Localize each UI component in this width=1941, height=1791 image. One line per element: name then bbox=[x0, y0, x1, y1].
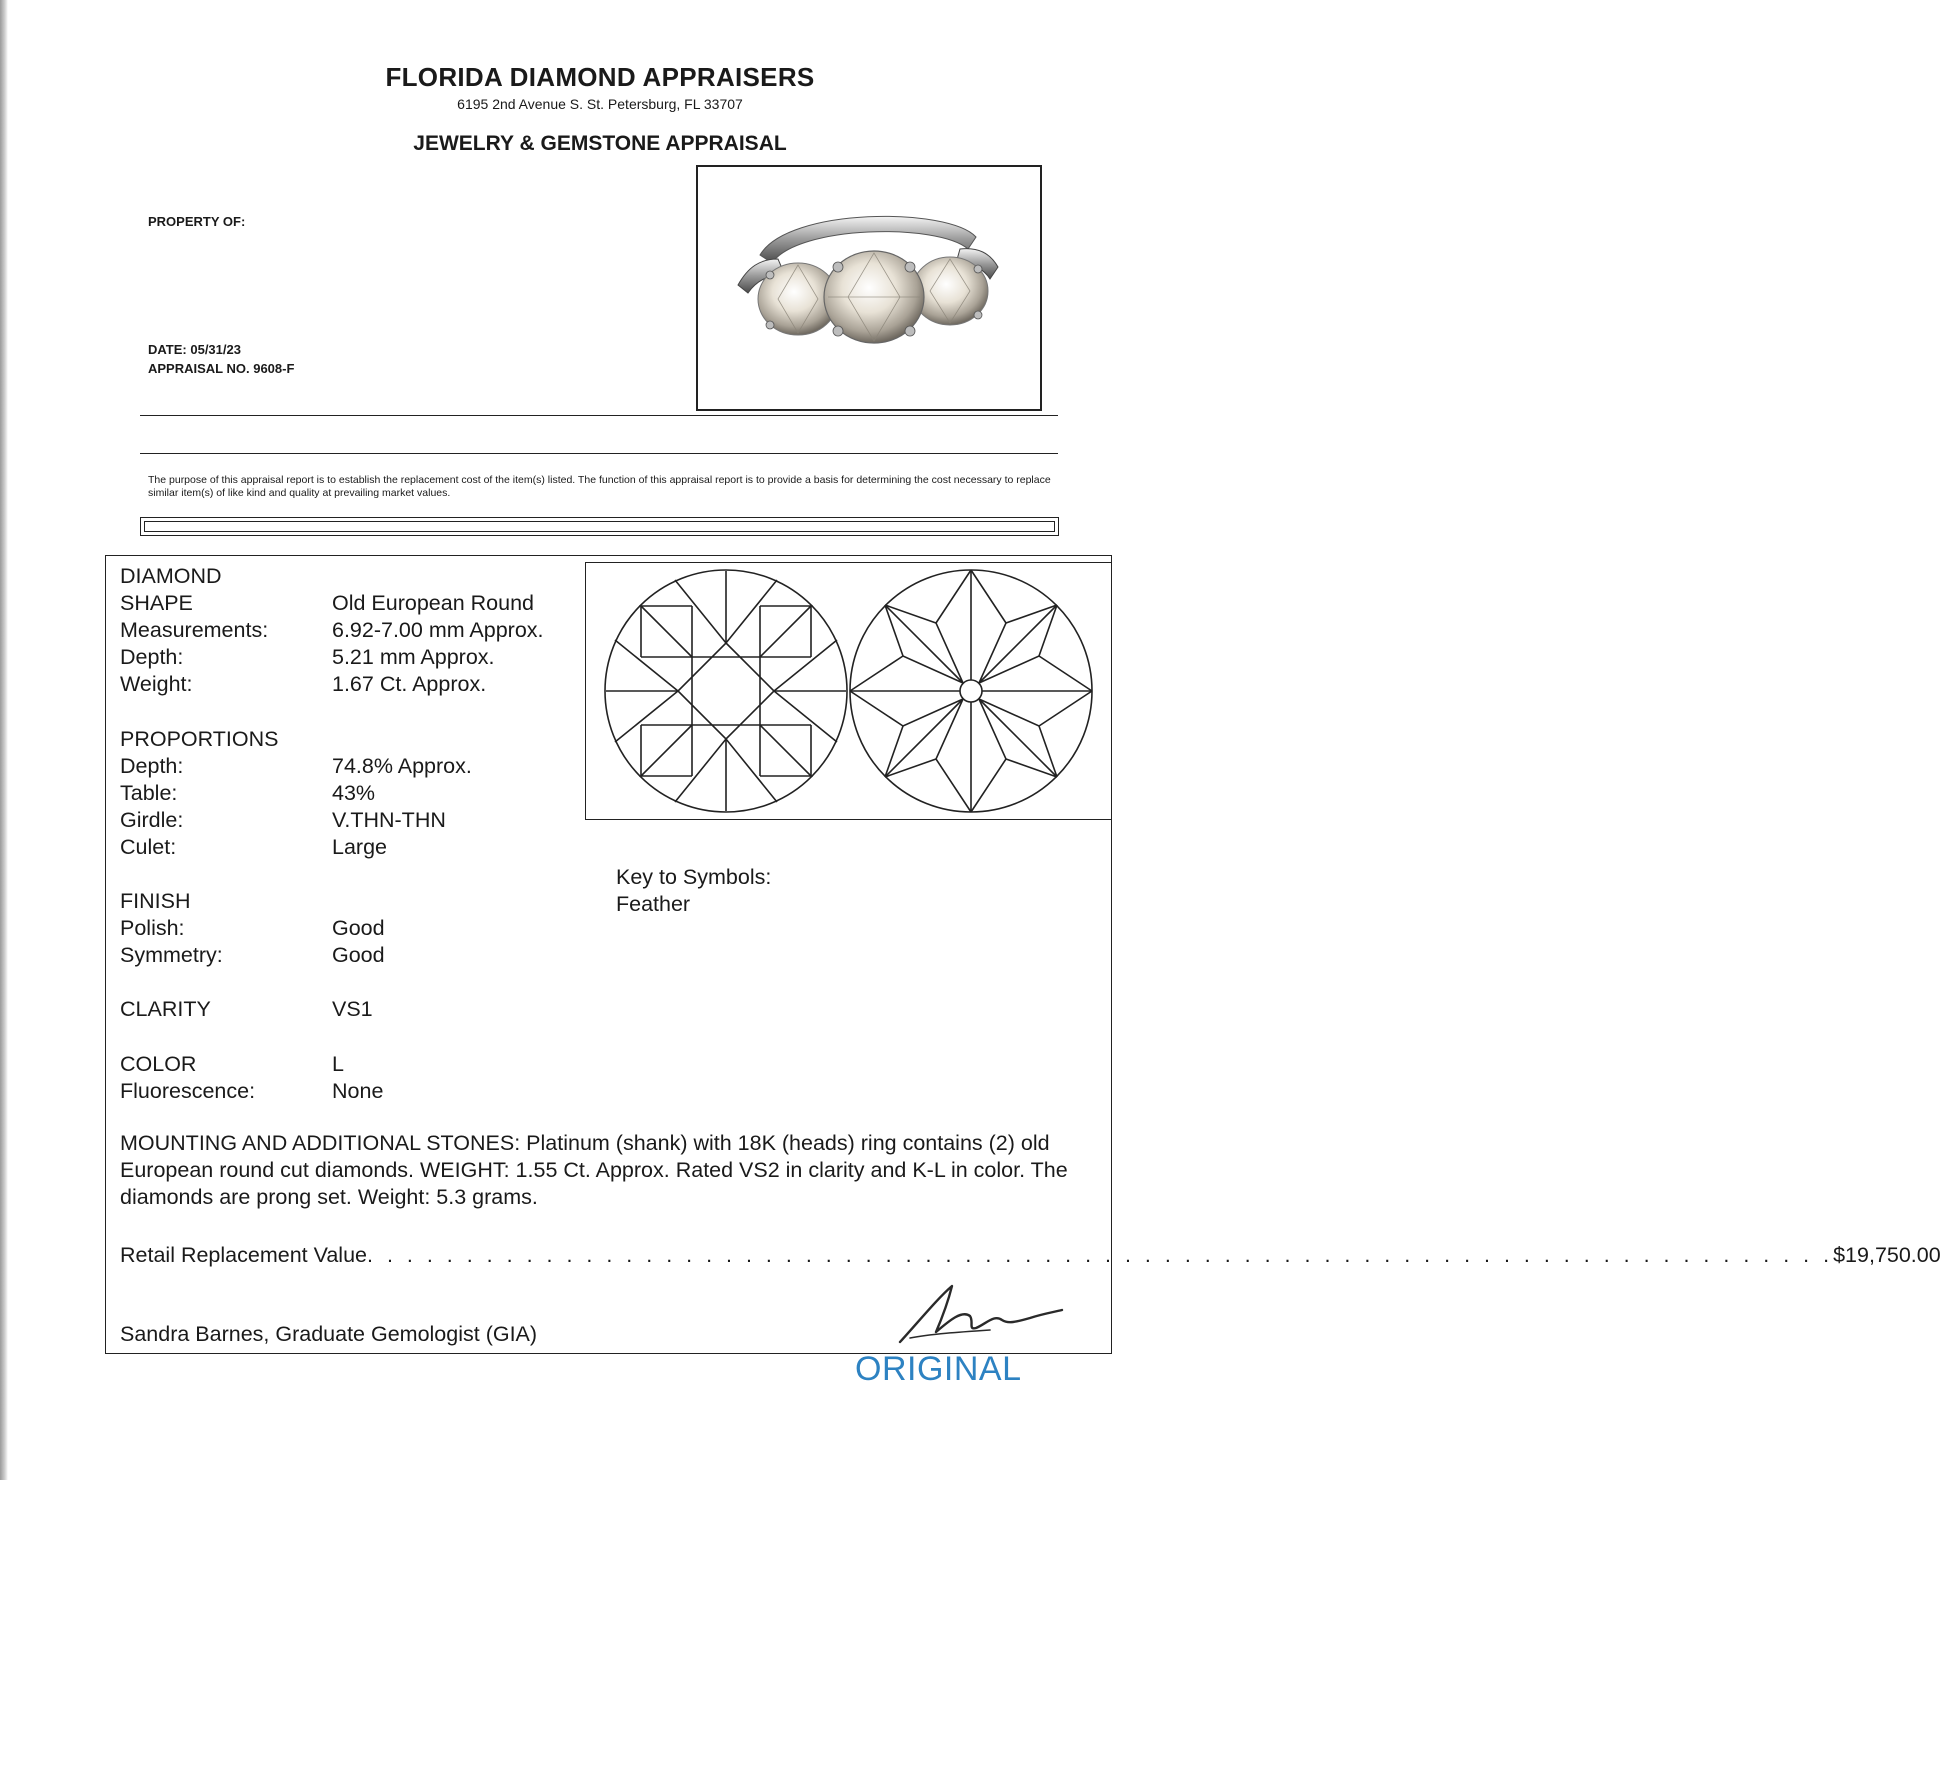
depth-mm-label: Depth: bbox=[120, 645, 184, 669]
rule-line bbox=[140, 415, 1058, 416]
diamond-crown-pavilion-diagram-icon bbox=[586, 563, 1111, 819]
clarity-label: CLARITY bbox=[120, 997, 211, 1021]
depth-pct-label: Depth: bbox=[120, 754, 184, 778]
mounting-description: MOUNTING AND ADDITIONAL STONES: Platinum (shank) with 18K (heads) ring contains (2) old European round cut diamonds. WEIGHT: 1.55 Ct. Approx. Rated VS2 in clarity and K-L in color. The diamonds are prong set. Weight: 5.3 grams. bbox=[120, 1131, 1068, 1209]
symmetry-label: Symmetry: bbox=[120, 943, 223, 967]
diamond-heading: DIAMOND bbox=[120, 564, 222, 588]
document-title: JEWELRY & GEMSTONE APPRAISAL bbox=[413, 132, 787, 155]
symmetry-value: Good bbox=[332, 943, 385, 967]
fluorescence-value: None bbox=[332, 1079, 384, 1103]
appraiser-name: Sandra Barnes, Graduate Gemologist (GIA) bbox=[120, 1322, 538, 1346]
retail-value-leader-dots: . . . . . . . . . . . . . . . . . . . . . . . . . . . . . . . . . . . . . . . . . . . . . . . . . . . . . . . . . . . . . . . . . . . . . . . . . . bbox=[367, 1243, 1834, 1267]
color-value: L bbox=[332, 1052, 344, 1076]
ring-photo bbox=[696, 165, 1042, 411]
disclaimer-text: The purpose of this appraisal report is to establish the replacement cost of the item(s) listed. The function of this appraisal report is to provide a basis for determining the cost necessary to replace similar item(s) of like kind and quality at prevailing market values. bbox=[148, 474, 1051, 499]
weight-value: 1.67 Ct. Approx. bbox=[332, 672, 487, 696]
proportions-heading: PROPORTIONS bbox=[120, 727, 279, 751]
company-name: FLORIDA DIAMOND APPRAISERS bbox=[385, 62, 815, 92]
measurements-label: Measurements: bbox=[120, 618, 269, 642]
company-address: 6195 2nd Avenue S. St. Petersburg, FL 33707 bbox=[457, 96, 743, 112]
handwritten-signature-icon bbox=[890, 1280, 1070, 1350]
retail-value-label: Retail Replacement Value bbox=[120, 1243, 367, 1267]
scan-edge-shadow bbox=[0, 0, 8, 1480]
retail-value-amount: $19,750.00 bbox=[1833, 1243, 1941, 1267]
original-stamp: ORIGINAL bbox=[855, 1350, 1022, 1388]
appraisal-number-line: APPRAISAL NO. 9608-F bbox=[148, 361, 295, 376]
key-heading: Key to Symbols: bbox=[616, 865, 772, 889]
finish-heading: FINISH bbox=[120, 889, 191, 913]
date-line: DATE: 05/31/23 bbox=[148, 342, 241, 357]
color-label: COLOR bbox=[120, 1052, 197, 1076]
shape-label: SHAPE bbox=[120, 591, 193, 615]
empty-description-bar bbox=[140, 517, 1059, 536]
weight-label: Weight: bbox=[120, 672, 193, 696]
girdle-value: V.THN-THN bbox=[332, 808, 446, 832]
depth-pct-value: 74.8% Approx. bbox=[332, 754, 472, 778]
diamond-plot-diagram bbox=[585, 562, 1112, 820]
culet-value: Large bbox=[332, 835, 387, 859]
culet-label: Culet: bbox=[120, 835, 177, 859]
girdle-label: Girdle: bbox=[120, 808, 184, 832]
table-value: 43% bbox=[332, 781, 376, 805]
retail-value-row bbox=[120, 1242, 1941, 1268]
shape-value: Old European Round bbox=[332, 591, 535, 615]
clarity-value: VS1 bbox=[332, 997, 373, 1021]
key-item-feather: Feather bbox=[616, 892, 691, 916]
rule-line bbox=[140, 453, 1058, 454]
table-label: Table: bbox=[120, 781, 178, 805]
measurements-value: 6.92-7.00 mm Approx. bbox=[332, 618, 544, 642]
fluorescence-label: Fluorescence: bbox=[120, 1079, 256, 1103]
polish-label: Polish: bbox=[120, 916, 185, 940]
three-stone-ring-photo-icon bbox=[698, 167, 1040, 409]
polish-value: Good bbox=[332, 916, 385, 940]
property-of-label: PROPERTY OF: bbox=[148, 214, 246, 229]
depth-mm-value: 5.21 mm Approx. bbox=[332, 645, 495, 669]
